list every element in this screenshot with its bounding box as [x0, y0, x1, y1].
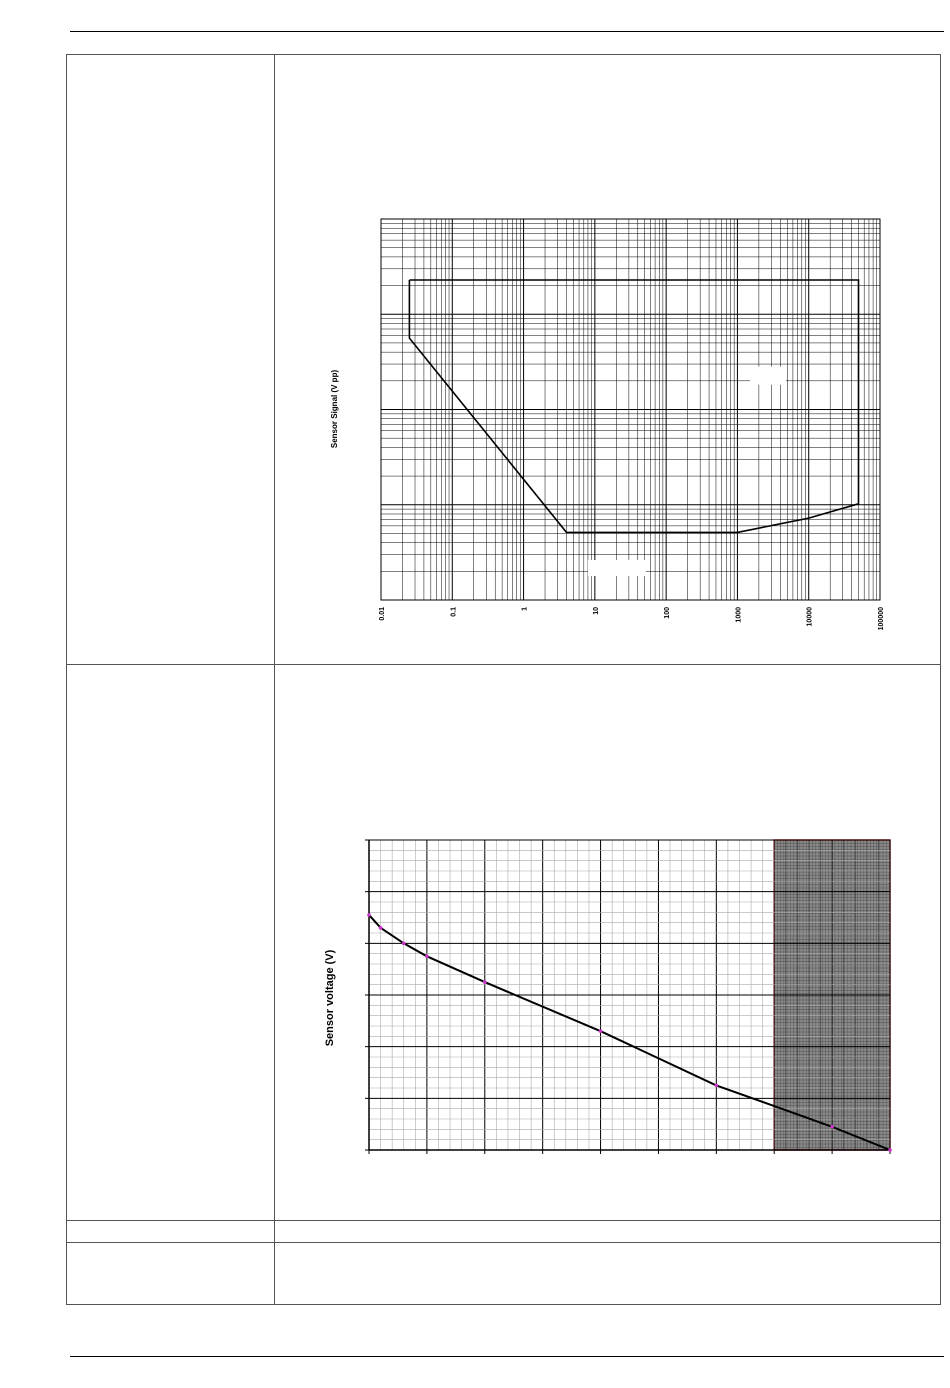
sensor-signal-x-tick-label: 100000	[878, 607, 885, 631]
sensor-signal-x-tick-label: 1000	[735, 607, 743, 623]
sensor-signal-x-tick-label: 0.1	[450, 607, 458, 617]
sensor-signal-x-tick-label: 0.01	[379, 607, 386, 621]
sensor-voltage-data-point	[379, 926, 383, 930]
sensor-voltage-data-point	[599, 1029, 603, 1033]
sensor-signal-x-tick-label: 10	[592, 607, 600, 615]
sensor-voltage-data-point	[483, 980, 487, 984]
sensor-voltage-data-point	[830, 1125, 834, 1129]
sensor-signal-x-tick-label: 10000	[806, 607, 814, 627]
sensor-signal-x-tick-label: 1	[521, 607, 529, 611]
sensor-voltage-data-point	[425, 954, 429, 958]
footer-rule	[70, 1356, 944, 1357]
sensor-voltage-data-point	[402, 942, 406, 946]
sensor-signal-y-axis-label: Sensor Signal (V pp)	[330, 369, 339, 449]
sensor-voltage-y-axis-label: Sensor voltage (V)	[324, 949, 336, 1047]
sensor-voltage-data-point	[367, 913, 371, 917]
sensor-voltage-data-point	[715, 1084, 719, 1088]
sensor-voltage-data-point	[888, 1148, 892, 1152]
sensor-signal-x-tick-label: 100	[664, 607, 672, 619]
